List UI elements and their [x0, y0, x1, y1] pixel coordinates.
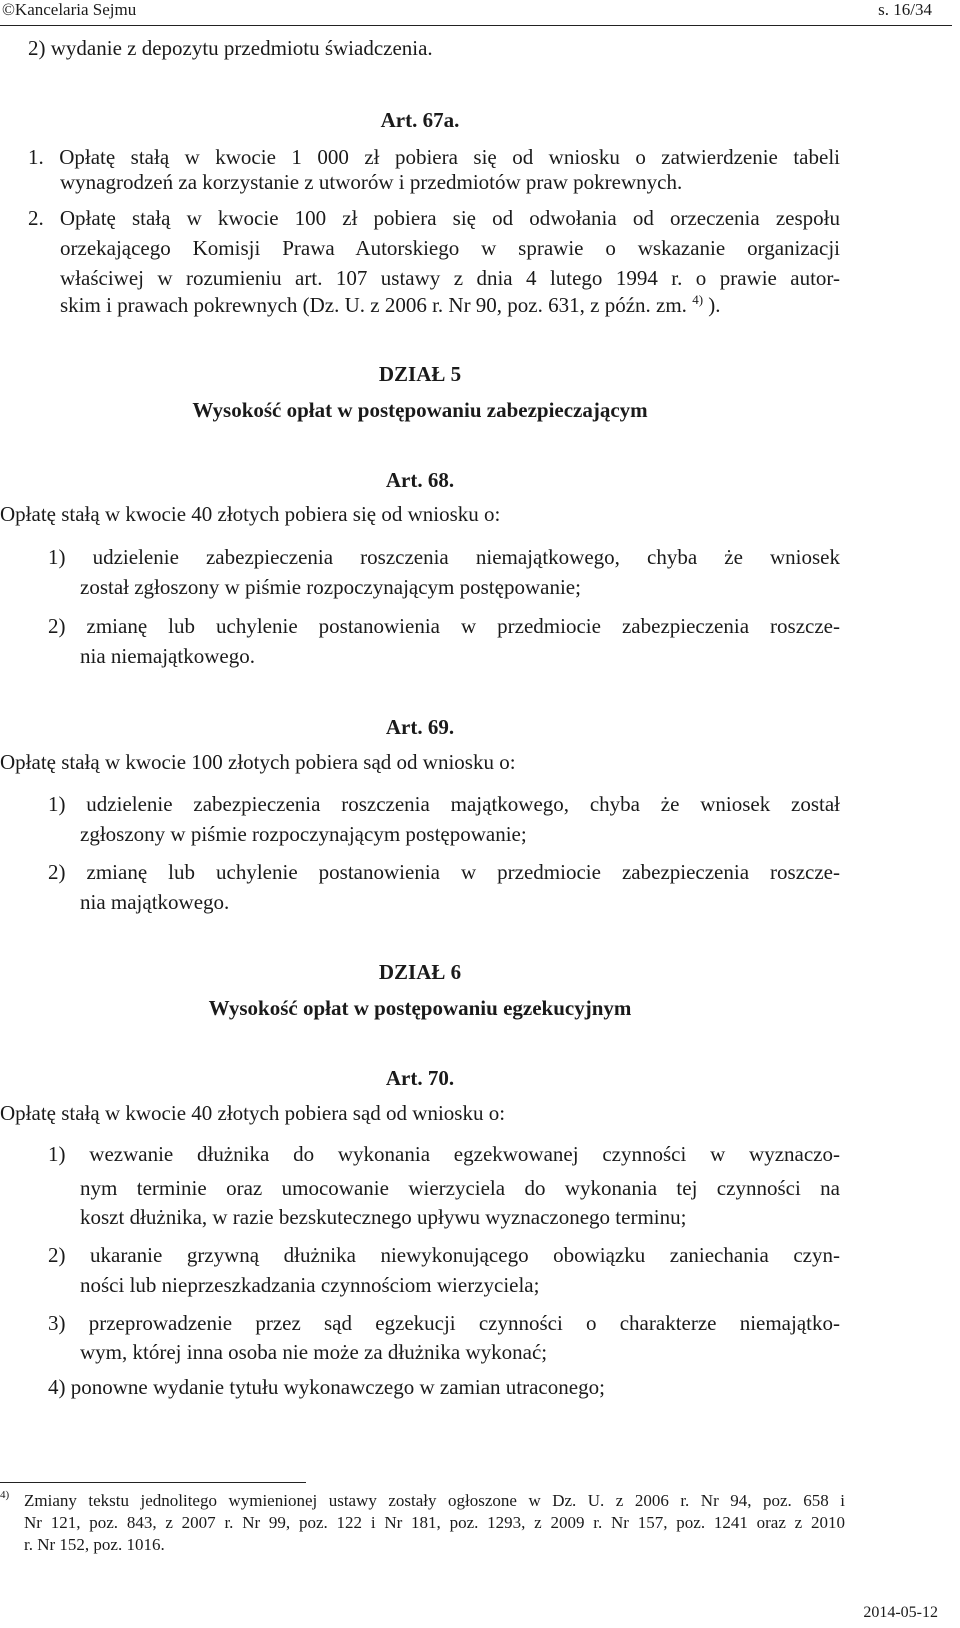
text-line: 2. Opłatę stałą w kwocie 100 zł pobiera się od odwołania od orzeczenia zespołu: [28, 206, 840, 230]
article-heading: Art. 67a.: [380, 108, 460, 132]
text-line: skim i prawach pokrewnych (Dz. U. z 2006 r. Nr 90, poz. 631, z późn. zm. $^{4)}$ ).: [60, 292, 721, 317]
text-line: zgłoszony w piśmie rozpoczynającym postępowanie;: [80, 822, 527, 846]
text-line: 1) wezwanie dłużnika do wykonania egzekwowanej czynności w wyznaczo-: [48, 1142, 840, 1166]
text-line: nia majątkowego.: [80, 890, 230, 914]
text-line: wynagrodzeń za korzystanie z utworów i przedmiotów praw pokrewnych.: [60, 170, 683, 194]
section-title: Wysokość opłat w postępowaniu egzekucyjnym: [208, 996, 632, 1020]
text-line: 1) udzielenie zabezpieczenia roszczenia majątkowego, chyba że wniosek został: [48, 792, 840, 816]
text-line: 2) zmianę lub uchylenie postanowienia w przedmiocie zabezpieczenia roszcze-: [48, 860, 840, 884]
text-line: Opłatę stałą w kwocie 100 złotych pobiera sąd od wniosku o:: [0, 750, 516, 774]
section-title: Wysokość opłat w postępowaniu zabezpieczającym: [192, 398, 648, 422]
text-line: 1. Opłatę stałą w kwocie 1 000 zł pobiera się od wniosku o zatwierdzenie tabeli: [28, 145, 840, 169]
text-line: 1) udzielenie zabezpieczenia roszczenia niemajątkowego, chyba że wniosek: [48, 545, 840, 569]
text-line: właściwej w rozumieniu art. 107 ustawy z dnia 4 lutego 1994 r. o prawie autor-: [60, 266, 840, 290]
footnote-ref[interactable]: 4): [692, 292, 704, 307]
footnote-marker: 4): [0, 1489, 10, 1501]
article-heading: Art. 68.: [385, 468, 455, 492]
section-heading: DZIAŁ 6: [378, 960, 462, 984]
header-divider: [0, 25, 952, 26]
header-source: ©Kancelaria Sejmu: [2, 0, 137, 19]
text-line: 3) przeprowadzenie przez sąd egzekucji czynności o charakterze niemajątko-: [48, 1311, 840, 1335]
text-line: 2) wydanie z depozytu przedmiotu świadczenia.: [28, 36, 433, 60]
text-line: wym, której inna osoba nie może za dłużnika wykonać;: [80, 1340, 548, 1364]
text-line: 2) ukaranie grzywną dłużnika niewykonującego obowiązku zaniechania czyn-: [48, 1243, 840, 1267]
page-number: s. 16/34: [878, 0, 932, 19]
article-heading: Art. 70.: [385, 1066, 455, 1090]
text-line: 4) ponowne wydanie tytułu wykonawczego w zamian utraconego;: [48, 1375, 605, 1399]
section-heading: DZIAŁ 5: [378, 362, 462, 386]
footnote-line: r. Nr 152, poz. 1016.: [24, 1535, 165, 1554]
text-line: koszt dłużnika, w razie bezskutecznego upływu wyznaczonego terminu;: [80, 1205, 687, 1229]
footnote-divider: [0, 1482, 306, 1483]
footnote-line: Zmiany tekstu jednolitego wymienionej ustawy zostały ogłoszone w Dz. U. z 2006 r. Nr 94, poz. 658 i: [24, 1491, 845, 1510]
text-line: nia niemajątkowego.: [80, 644, 255, 668]
text-line: nym terminie oraz umocowanie wierzyciela do wykonania tej czynności na: [80, 1176, 840, 1200]
footnote: [0, 1490, 845, 1556]
page-header: [0, 0, 960, 26]
footnote-line: Nr 121, poz. 843, z 2007 r. Nr 99, poz. 122 i Nr 181, poz. 1293, z 2009 r. Nr 157, poz. 1241 oraz z 2010: [24, 1513, 845, 1532]
text-line: Opłatę stałą w kwocie 40 złotych pobiera się od wniosku o:: [0, 502, 501, 526]
text-line: ności lub nieprzeszkadzania czynnościom wierzyciela;: [80, 1273, 540, 1297]
article-heading: Art. 69.: [385, 715, 455, 739]
text-line: 2) zmianę lub uchylenie postanowienia w przedmiocie zabezpieczenia roszcze-: [48, 614, 840, 638]
text-line: został zgłoszony w piśmie rozpoczynającym postępowanie;: [80, 575, 581, 599]
text-line: orzekającego Komisji Prawa Autorskiego w sprawie o wskazanie organizacji: [60, 236, 840, 260]
text-line: Opłatę stałą w kwocie 40 złotych pobiera sąd od wniosku o:: [0, 1101, 506, 1125]
document-date: 2014-05-12: [863, 1604, 938, 1621]
